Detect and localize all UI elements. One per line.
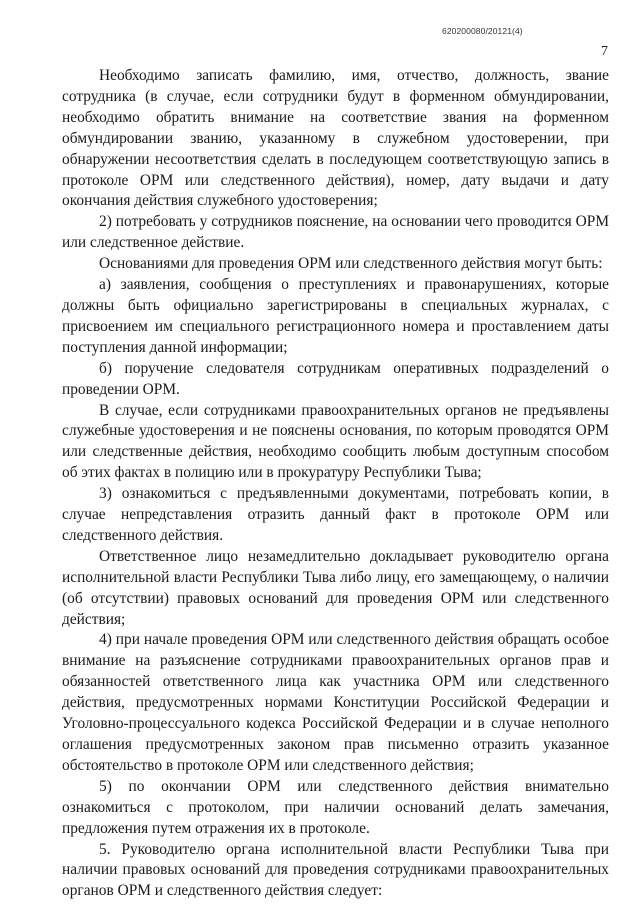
paragraph-item-3: 3) ознакомиться с предъявленными документами, потребовать копии, в случае непредставления отразить данный факт в протоколе ОРМ или следственного действия. (62, 485, 609, 544)
paragraph-record-employee-details: Необходимо записать фамилию, имя, отчество, должность, звание сотрудника (в случае, если сотрудники будут в форменном обмундировании, необходимо обратить внимание на соответствие звания на форменном обмундировании званию, указанному в служебном удостоверении, при обнаружении несоответствия сделать в последующем соответствующую запись в протоколе ОРМ или следственного действия), номер, дату выдачи и дату окончания действия служебного удостоверения; (62, 67, 609, 210)
document-body (62, 66, 609, 902)
paragraph-item-2: 2) потребовать у сотрудников пояснение, на основании чего проводится ОРМ или следственное действие. (62, 213, 609, 252)
document-id: 620200080/20121(4) (442, 26, 523, 36)
page-number: 7 (601, 44, 608, 59)
paragraph-ground-b: б) поручение следователя сотрудникам оперативных подразделений о проведении ОРМ. (62, 359, 609, 398)
paragraph-ground-a: а) заявления, сообщения о преступлениях и правонарушениях, которые должны быть официально зарегистрированы в специальных журналах, с присвоением им специального регистрационного номера и проставлением даты поступления данной информации; (62, 276, 609, 356)
paragraph-responsible-reports: Ответственное лицо незамедлительно докладывает руководителю органа исполнительной власти Республики Тыва либо лицу, его замещающему, о наличии (об отсутствии) правовых оснований для проведения ОРМ или следственного действия; (62, 547, 609, 628)
paragraph-item-4: 4) при начале проведения ОРМ или следственного действия обращать особое внимание на разъяснение сотрудниками правоохранительных органов прав и обязанностей ответственного лица как участника ОРМ или следственного действия, предусмотренных нормами Конституции Российской Федерации и Уголовно-процессуального кодекса Российской Федерации и в случае неполного оглашения предусмотренных законом прав письменно отразить указанное обстоятельство в протоколе ОРМ или следственного действия; (62, 631, 609, 774)
paragraph-no-credentials: В случае, если сотрудниками правоохранительных органов не предъявлены служебные удостоверения и не пояснены основания, по которым проводятся ОРМ или следственные действия, необходимо сообщить любым доступным способом об этих фактах в полицию или в прокуратуру Республики Тыва; (62, 401, 609, 482)
paragraph-grounds-intro: Основаниями для проведения ОРМ или следственного действия могут быть: (99, 255, 603, 273)
paragraph-section-5: 5. Руководителю органа исполнительной власти Республики Тыва при наличии правовых оснований для проведения сотрудниками правоохранительных органов ОРМ и следственного действия следует: (62, 840, 609, 900)
paragraph-item-5: 5) по окончании ОРМ или следственного действия внимательно ознакомиться с протоколом, при наличии оснований делать замечания, предложения путем отражения их в протоколе. (62, 777, 609, 837)
